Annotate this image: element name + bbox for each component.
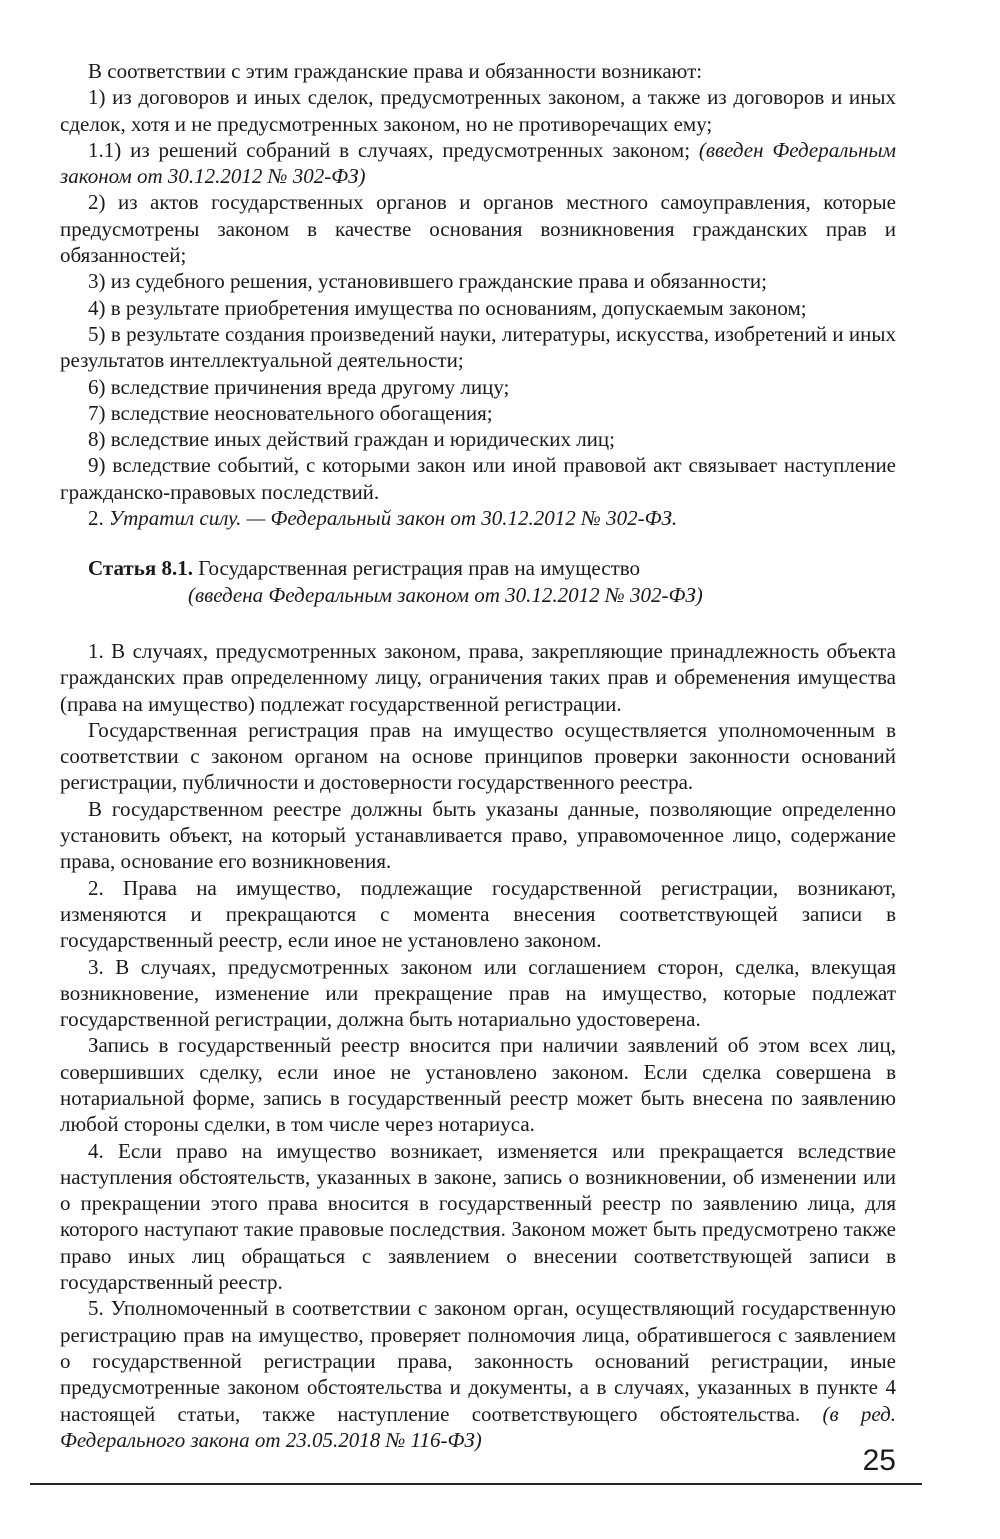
list-item-9: 9) вследствие событий, с которыми закон или иной правовой акт связывает наступление гражданско-правовых последствий.: [60, 453, 896, 504]
list-item-8: 8) вследствие иных действий граждан и юридических лиц;: [88, 427, 615, 452]
article-paragraph-4: 2. Права на имущество, подлежащие государственной регистрации, возникают, изменяются и прекращаются с момента внесения соответствующей записи в государственный реестр, если иное не установлено законом.: [60, 875, 896, 953]
list-item-1: 1) из договоров и иных сделок, предусмотренных законом, а также из договоров и иных сделок, хотя и не предусмотренных законом, но не противоречащих ему;: [60, 85, 896, 136]
list-item-5: 5) в результате создания произведений науки, литературы, искусства, изобретений и иных результатов интеллектуальной деятельности;: [60, 321, 896, 373]
article-paragraph-1: 1. В случаях, предусмотренных законом, права, закрепляющие принадлежность объекта гражданских прав определенному лицу, ограничения таких прав и обременения имущества (права на имущество) подлежат государственной регистрации.: [60, 638, 896, 716]
article-number: Статья 8.1.: [88, 556, 193, 581]
paragraph-repealed: 2. Утратил силу. — Федеральный закон от 30.12.2012 № 302-ФЗ.: [88, 506, 678, 531]
article-heading: [60, 555, 896, 608]
list-item-6: 6) вследствие причинения вреда другому лицу;: [88, 374, 510, 399]
article-paragraph-3: В государственном реестре должны быть указаны данные, позволяющие определенно установить объект, на который устанавливается право, управомоченное лицо, содержание права, основание его возникновения.: [60, 796, 896, 874]
article-paragraph-6: Запись в государственный реестр вносится при наличии заявлений об этом всех лиц, совершивших сделку, если иное не установлено законом. Если сделка совершена в нотариальной форме, запись в государственный реестр может быть внесена по заявлению любой стороны сделки, в том числе через нотариуса.: [60, 1033, 896, 1137]
footer-divider: [30, 1483, 922, 1485]
article-title: Государственная регистрация прав на имущество: [198, 556, 641, 581]
article-paragraph-2: Государственная регистрация прав на имущество осуществляется уполномоченным в соответствии с законом органом на основе принципов проверки законности оснований регистрации, публичности и достоверности государственного реестра.: [60, 717, 896, 795]
list-item-1-1: 1.1) из решений собраний в случаях, предусмотренных законом; (введен Федеральным законом от 30.12.2012 № 302-ФЗ): [60, 137, 896, 189]
list-item-3: 3) из судебного решения, установившего гражданские права и обязанности;: [88, 269, 767, 294]
repealed-note: Утратил силу. — Федеральный закон от 30.12.2012 № 302-ФЗ.: [109, 506, 678, 531]
list-item-7: 7) вследствие неосновательного обогащения;: [88, 400, 493, 425]
page-number: 25: [862, 1444, 896, 1477]
amendment-note: (введен Федеральным законом от 30.12.2012 № 302-ФЗ): [60, 137, 896, 189]
list-item-2: 2) из актов государственных органов и органов местного самоуправления, которые предусмотрены законом в качестве основания возникновения гражданских прав и обязанностей;: [60, 190, 896, 268]
article-paragraph-8: 5. Уполномоченный в соответствии с законом орган, осуществляющий государственную регистрацию прав на имущество, проверяет полномочия лица, обратившегося с заявлением о государственной регистрации права, законность оснований регистрации, иные предусмотренные законом обстоятельства и документы, а в случаях, указанных в пункте 4 настоящей статьи, также наступление соответствующего обстоятельства. (в ред. Федерального закона от 23.05.2018 № 116-ФЗ): [60, 1296, 897, 1452]
amendment-note: (в ред. Федерального закона от 23.05.2018 № 116-ФЗ): [60, 1401, 897, 1452]
article-subtitle: (введена Федеральным законом от 30.12.2012 № 302-ФЗ): [188, 582, 703, 607]
list-item-4: 4) в результате приобретения имущества по основаниям, допускаемым законом;: [88, 295, 807, 320]
document-page: [60, 58, 896, 1453]
article-paragraph-5: 3. В случаях, предусмотренных законом или соглашением сторон, сделка, влекущая возникновение, изменение или прекращение прав на имущество, которые подлежат государственной регистрации, должна быть нотариально удостоверена.: [60, 954, 896, 1032]
paragraph-intro: В соответствии с этим гражданские права и обязанности возникают:: [88, 59, 703, 83]
article-paragraph-7: 4. Если право на имущество возникает, изменяется или прекращается вследствие наступления обстоятельств, указанных в законе, запись о возникновении, об изменении или о прекращении этого права вносится в государственный реестр по заявлению лица, для которого наступают такие правовые последствия. Законом может быть предусмотрено также право иных лиц обращаться с заявлением о внесении соответствующей записи в государственный реестр.: [60, 1138, 896, 1295]
